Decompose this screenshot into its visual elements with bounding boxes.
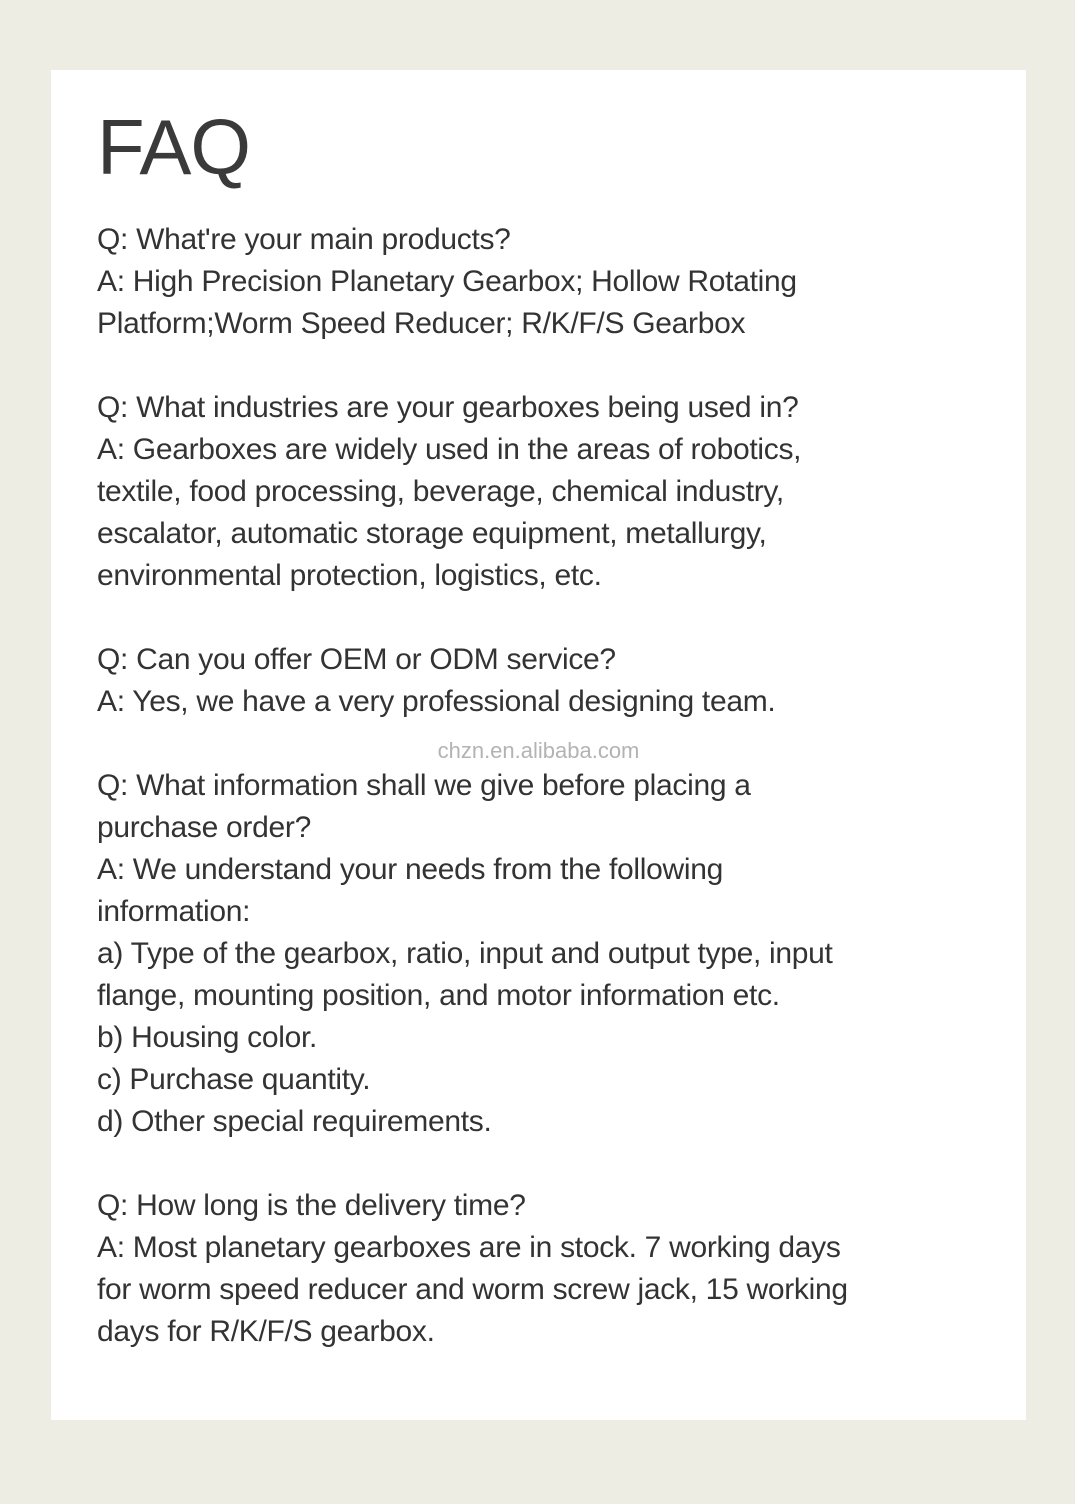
answer-list-item: d) Other special requirements. <box>97 1105 492 1138</box>
answer-text: Platform;Worm Speed Reducer; R/K/F/S Gearbox <box>97 307 746 340</box>
answer-text: days for R/K/F/S gearbox. <box>97 1315 435 1348</box>
answer-text: textile, food processing, beverage, chemical industry, <box>97 475 784 508</box>
faq-card <box>51 70 1026 1420</box>
answer-text: A: Yes, we have a very professional designing team. <box>97 685 776 718</box>
question-text: purchase order? <box>97 811 311 844</box>
answer-text: for worm speed reducer and worm screw jack, 15 working <box>97 1273 848 1306</box>
page-title: FAQ <box>97 103 251 191</box>
answer-list-item: flange, mounting position, and motor information etc. <box>97 979 780 1012</box>
answer-text: A: High Precision Planetary Gearbox; Hollow Rotating <box>97 265 797 298</box>
answer-list-item: c) Purchase quantity. <box>97 1063 371 1096</box>
question-text: Q: What industries are your gearboxes being used in? <box>97 391 799 424</box>
answer-text: A: Gearboxes are widely used in the areas of robotics, <box>97 433 802 466</box>
question-text: Q: Can you offer OEM or ODM service? <box>97 643 616 676</box>
question-text: Q: What information shall we give before placing a <box>97 769 751 802</box>
answer-text: environmental protection, logistics, etc. <box>97 559 602 592</box>
watermark: chzn.en.alibaba.com <box>437 738 640 763</box>
question-text: Q: How long is the delivery time? <box>97 1189 526 1222</box>
answer-text: A: We understand your needs from the following <box>97 853 724 886</box>
question-text: Q: What're your main products? <box>97 223 511 256</box>
answer-text: information: <box>97 895 251 928</box>
answer-list-item: a) Type of the gearbox, ratio, input and output type, input <box>97 937 833 970</box>
answer-text: escalator, automatic storage equipment, metallurgy, <box>97 517 767 550</box>
answer-list-item: b) Housing color. <box>97 1021 318 1054</box>
answer-text: A: Most planetary gearboxes are in stock. 7 working days <box>97 1231 841 1264</box>
